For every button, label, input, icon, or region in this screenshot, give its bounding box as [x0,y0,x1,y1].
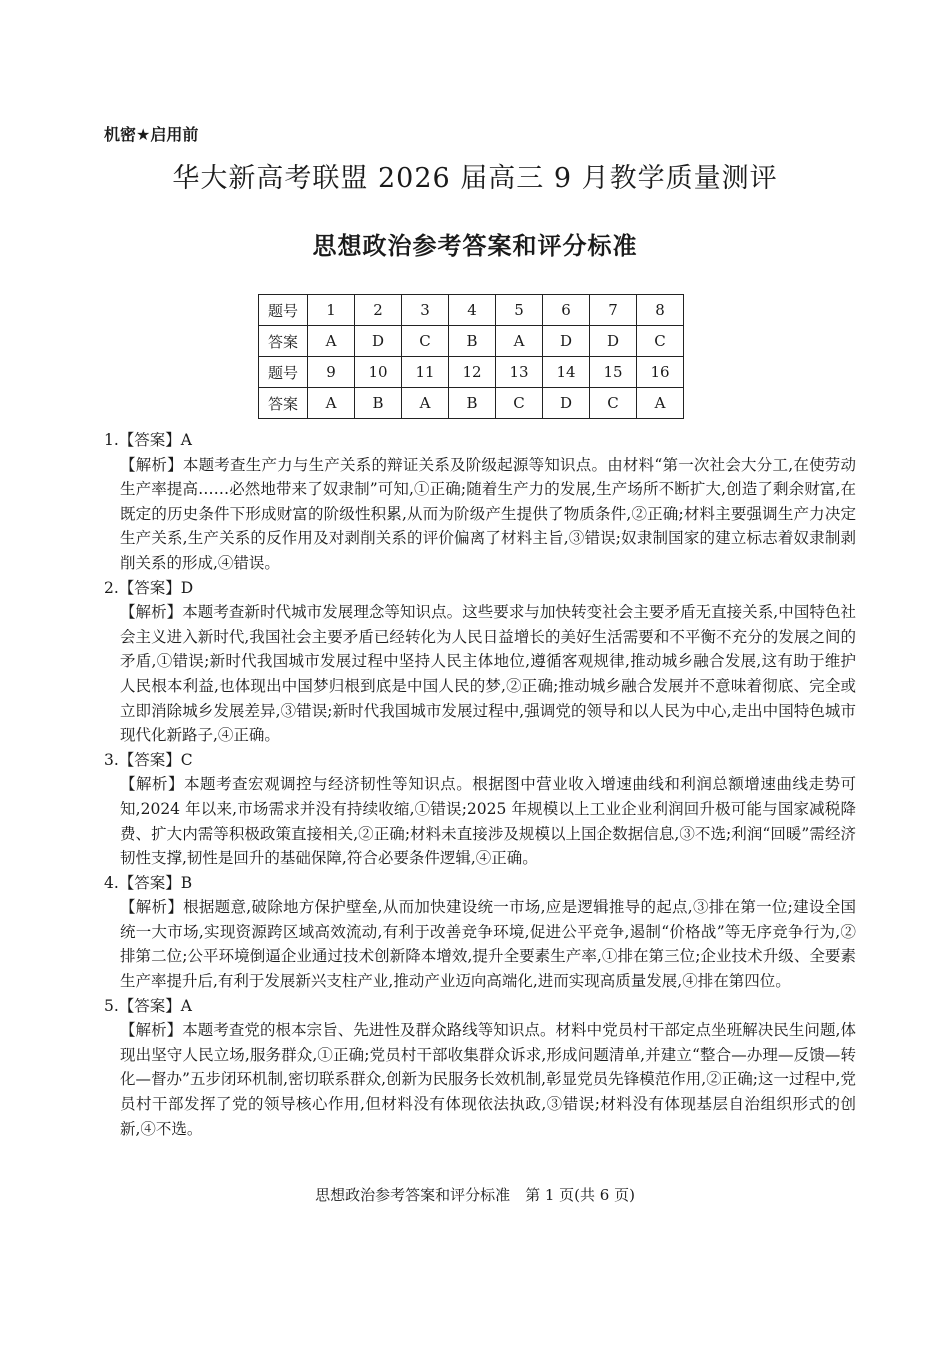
question-answer-block [104,576,856,748]
answer-table-cell: 3 [402,295,449,326]
answer-table-row [259,388,684,419]
answer-line: 5.【答案】A [104,996,192,1015]
answer-table-cell: C [496,388,543,419]
answer-table-cell: D [590,326,637,357]
confidential-label: 机密★启用前 [104,125,199,144]
answer-table-row [259,326,684,357]
answer-table-cell: A [496,326,543,357]
answer-table-cell: B [449,388,496,419]
exam-title: 华大新高考联盟 2026 届高三 9 月教学质量测评 [172,163,778,194]
answer-table-cell: D [543,326,590,357]
answer-table-cell: 2 [355,295,402,326]
answer-line: 3.【答案】C [104,750,193,769]
document-subtitle: 思想政治参考答案和评分标准 [312,232,638,260]
explanation-text: 【解析】本题考查新时代城市发展理念等知识点。这些要求与加快转变社会主要矛盾无直接关系,中国特色社会主义进入新时代,我国社会主要矛盾已经转化为人民日益增长的美好生活需要和不平衡不充分的发展之间的矛盾,①错误;新时代我国城市发展过程中坚持人民主体地位,遵循客观规律,推动城乡融合发展,这有助于维护人民根本利益,也体现出中国梦归根到底是中国人民的梦,②正确;推动城乡融合发展并不意味着彻底、完全或立即消除城乡发展差异,③错误;新时代我国城市发展过程中,强调党的领导和以人民为中心,走出中国特色城市现代化新路子,④正确。 [120,603,856,745]
answer-table-cell: C [590,388,637,419]
answer-table-cell: 1 [308,295,355,326]
answer-line: 4.【答案】B [104,873,193,892]
page-footer: 思想政治参考答案和评分标准 第 1 页(共 6 页) [315,1186,635,1204]
answer-table-cell: A [402,388,449,419]
answer-table-cell: 9 [308,357,355,388]
answer-table-cell: 12 [449,357,496,388]
answer-table-cell: 7 [590,295,637,326]
answer-table-header-cell: 答案 [259,388,308,419]
explanation-text: 【解析】根据题意,破除地方保护壁垒,从而加快建设统一市场,应是逻辑推导的起点,③排在第一位;建设全国统一大市场,实现资源跨区域高效流动,有利于改善竞争环境,促进公平竞争,遏制“价格战”等无序竞争行为,②排第二位;公平环境倒逼企业通过技术创新降本增效,提升全要素生产率,①排在第三位;企业技术升级、全要素生产率提升后,有利于发展新兴支柱产业,推动产业迈向高端化,进而实现高质量发展,④排在第四位。 [120,898,856,991]
question-answer-block [104,748,856,871]
answer-table-cell: A [308,388,355,419]
answer-table-cell: C [402,326,449,357]
answer-explanations [104,428,856,1141]
answer-table-cell: 11 [402,357,449,388]
explanation-text: 【解析】本题考查宏观调控与经济韧性等知识点。根据图中营业收入增速曲线和利润总额增速曲线走势可知,2024 年以来,市场需求并没有持续收缩,①错误;2025 年规模以上工业企业利润回升极可能与国家减税降费、扩大内需等积极政策直接相关,②正确;材料未直接涉及规模以上国企数据信息,③不选;利润“回暖”需经济韧性支撑,韧性是回升的基础保障,符合必要条件逻辑,④正确。 [120,775,856,868]
answer-table-row [259,295,684,326]
answer-table-cell: 8 [637,295,684,326]
question-answer-block [104,871,856,994]
answer-table-cell: D [543,388,590,419]
answer-table-cell: C [637,326,684,357]
answer-table-cell: A [637,388,684,419]
answer-table-row [259,357,684,388]
question-answer-block [104,428,856,576]
answer-table-cell: B [449,326,496,357]
answer-line: 2.【答案】D [104,578,194,597]
answer-table-cell: D [355,326,402,357]
answer-table-header-cell: 题号 [259,357,308,388]
answer-table-cell: 10 [355,357,402,388]
answer-table [258,294,684,419]
answer-table-cell: 6 [543,295,590,326]
answer-table-cell: 15 [590,357,637,388]
explanation-text: 【解析】本题考查生产力与生产关系的辩证关系及阶级起源等知识点。由材料“第一次社会大分工,在使劳动生产率提高……必然地带来了奴隶制”可知,①正确;随着生产力的发展,生产场所不断扩大,创造了剩余财富,在既定的历史条件下形成财富的阶级性积累,从而为阶级产生提供了物质条件,②正确;材料主要强调生产力决定生产关系,生产关系的反作用及对剥削关系的评价偏离了材料主旨,③错误;奴隶制国家的建立标志着奴隶制剥削关系的形成,④错误。 [120,455,856,572]
answer-table-cell: 14 [543,357,590,388]
explanation-text: 【解析】本题考查党的根本宗旨、先进性及群众路线等知识点。材料中党员村干部定点坐班解决民生问题,体现出坚守人民立场,服务群众,①正确;党员村干部收集群众诉求,形成问题清单,并建立“整合—办理—反馈—转化—督办”五步闭环机制,密切联系群众,创新为民服务长效机制,彰显党员先锋模范作用,②正确;这一过程中,党员村干部发挥了党的领导核心作用,但材料没有体现依法执政,③错误;材料没有体现基层自治组织形式的创新,④不选。 [120,1021,856,1138]
answer-table-cell: 4 [449,295,496,326]
answer-table-cell: B [355,388,402,419]
answer-table-cell: 5 [496,295,543,326]
answer-line: 1.【答案】A [104,431,192,449]
answer-table-header-cell: 答案 [259,326,308,357]
answer-table-cell: 16 [637,357,684,388]
answer-table-cell: 13 [496,357,543,388]
question-answer-block [104,994,856,1142]
answer-table-cell: A [308,326,355,357]
answer-table-header-cell: 题号 [259,295,308,326]
